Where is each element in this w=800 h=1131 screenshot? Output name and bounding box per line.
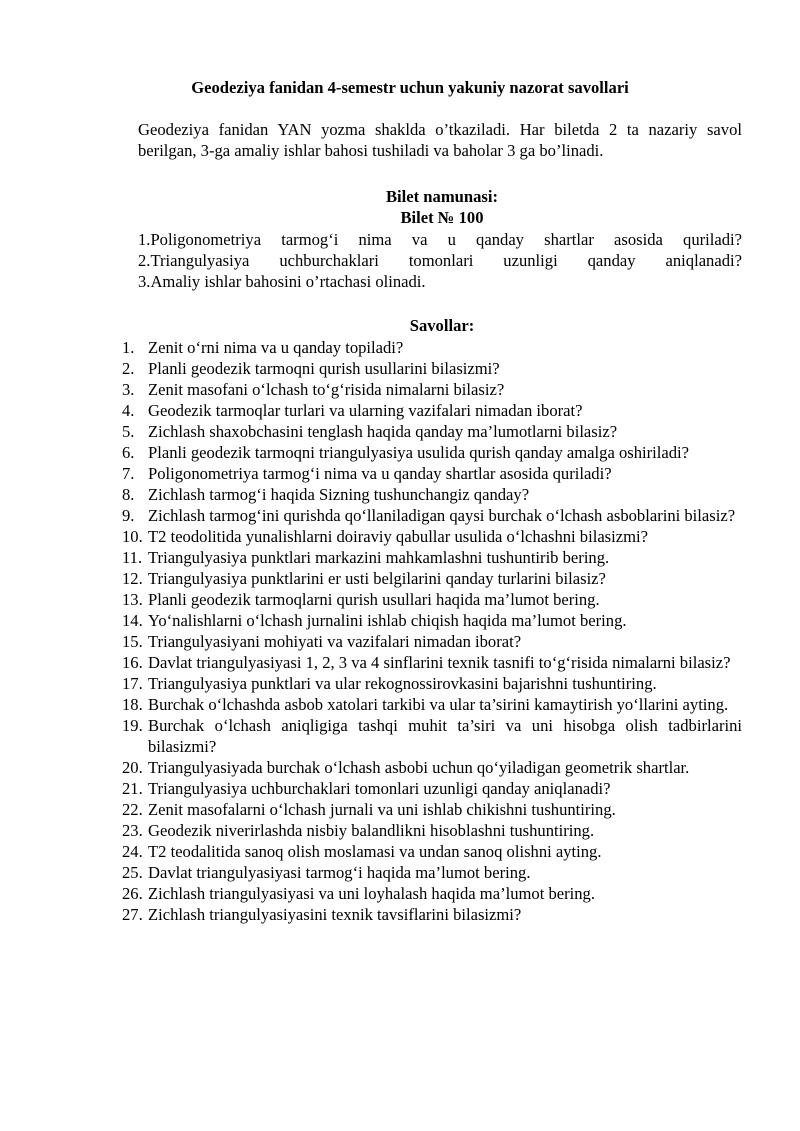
question-number: 19. — [122, 716, 143, 735]
question-text: Burchak o‘lchashda asbob xatolari tarkibi va ular ta’sirini kamaytirish yo‘llarini ayting. — [148, 695, 729, 714]
question-item — [122, 505, 742, 526]
question-number: 20. — [122, 758, 143, 777]
question-item — [122, 652, 742, 673]
question-item — [122, 820, 742, 841]
question-item — [122, 526, 742, 547]
question-item — [122, 568, 742, 589]
question-text: Triangulyasiyada burchak o‘lchash asbobi uchun qo‘yiladigan geometrik shartlar. — [148, 758, 690, 777]
question-number: 18. — [122, 695, 143, 714]
question-text: Davlat triangulyasiyasi tarmog‘i haqida ma’lumot bering. — [148, 863, 531, 882]
question-item — [122, 883, 742, 904]
question-item — [122, 631, 742, 652]
question-number: 5. — [122, 422, 135, 441]
question-item — [122, 904, 742, 925]
question-number: 13. — [122, 590, 143, 609]
question-number: 17. — [122, 674, 143, 693]
question-text: Zichlash shaxobchasini tenglash haqida qanday ma’lumotlarni bilasiz? — [148, 422, 618, 441]
question-text: Geodezik niverirlashda nisbiy balandlikni hisoblashni tushuntiring. — [148, 821, 595, 840]
question-number: 26. — [122, 884, 143, 903]
question-number: 10. — [122, 527, 143, 546]
question-item — [122, 715, 742, 757]
question-number: 22. — [122, 800, 143, 819]
question-number: 7. — [122, 464, 135, 483]
question-text: Zenit masofalarni o‘lchash jurnali va uni ishlab chikishni tushuntiring. — [148, 800, 616, 819]
question-item — [122, 484, 742, 505]
question-number: 2. — [122, 359, 135, 378]
sample-heading: Bilet namunasi: — [385, 187, 499, 206]
ticket-question: 2.Triangulyasiya uchburchaklari tomonlari uzunligi qanday aniqlanadi? — [138, 251, 742, 270]
question-text: Triangulyasiya punktlari va ular rekognossirovkasini bajarishni tushuntiring. — [148, 674, 657, 693]
question-number: 27. — [122, 905, 143, 924]
question-text: Triangulyasiya uchburchaklari tomonlari uzunligi qanday aniqlanadi? — [148, 779, 611, 798]
question-item — [122, 610, 742, 631]
question-item — [122, 841, 742, 862]
question-number: 21. — [122, 779, 143, 798]
question-item — [122, 757, 742, 778]
question-item — [122, 673, 742, 694]
question-item — [122, 400, 742, 421]
ticket-question: 3.Amaliy ishlar bahosini o’rtachasi olinadi. — [138, 272, 426, 291]
question-item — [122, 589, 742, 610]
question-item — [122, 463, 742, 484]
question-text: Planli geodezik tarmoqni triangulyasiya usulida qurish qanday amalga oshiriladi? — [148, 443, 690, 462]
question-number: 9. — [122, 506, 135, 525]
question-item — [122, 337, 742, 358]
question-text: Burchak o‘lchash aniqligiga tashqi muhit ta’siri va uni hisobga olish tadbirlarini bilasizmi? — [148, 716, 742, 756]
question-number: 4. — [122, 401, 135, 420]
question-text: Davlat triangulyasiyasi 1, 2, 3 va 4 sinflarini texnik tasnifi to‘g‘risida nimalarni bilasiz? — [148, 653, 731, 672]
question-text: T2 teodolitida yunalishlarni doiraviy qabullar usulida o‘lchashni bilasizmi? — [148, 527, 649, 546]
intro-paragraph: Geodeziya fanidan YAN yozma shaklda o’tkaziladi. Har biletda 2 ta nazariy savol berilgan, 3-ga amaliy ishlar bahosi tushiladi va baholar 3 ga bo’linadi. — [138, 120, 742, 160]
question-text: Poligonometriya tarmog‘i nima va u qanday shartlar asosida quriladi? — [148, 464, 612, 483]
question-text: Triangulyasiya punktlarini er usti belgilarini qanday turlarini bilasiz? — [148, 569, 606, 588]
question-text: Triangulyasiyani mohiyati va vazifalari nimadan iborat? — [148, 632, 522, 651]
questions-list — [122, 337, 742, 925]
question-text: Zichlash tarmog‘i haqida Sizning tushunchangiz qanday? — [148, 485, 530, 504]
ticket-question-list — [138, 229, 742, 292]
question-number: 16. — [122, 653, 143, 672]
question-text: Zichlash triangulyasiyasi va uni loyhalash haqida ma’lumot bering. — [148, 884, 596, 903]
document-title: Geodeziya fanidan 4-semestr uchun yakuniy nazorat savollari — [191, 78, 629, 97]
question-number: 12. — [122, 569, 143, 588]
question-text: Planli geodezik tarmoqni qurish usullarini bilasizmi? — [148, 359, 500, 378]
question-text: T2 teodalitida sanoq olish moslamasi va undan sanoq olishni ayting. — [148, 842, 602, 861]
ticket-heading: Bilet № 100 — [400, 208, 484, 227]
question-item — [122, 421, 742, 442]
question-item — [122, 547, 742, 568]
question-item — [122, 778, 742, 799]
questions-heading: Savollar: — [409, 316, 475, 335]
question-item — [122, 442, 742, 463]
question-number: 8. — [122, 485, 135, 504]
question-number: 23. — [122, 821, 143, 840]
question-number: 3. — [122, 380, 135, 399]
question-item — [122, 379, 742, 400]
question-item — [122, 694, 742, 715]
question-number: 11. — [122, 548, 143, 567]
ticket-question: 1.Poligonometriya tarmog‘i nima va u qanday shartlar asosida quriladi? — [138, 230, 742, 249]
question-number: 15. — [122, 632, 143, 651]
question-item — [122, 862, 742, 883]
question-text: Planli geodezik tarmoqlarni qurish usullari haqida ma’lumot bering. — [148, 590, 600, 609]
question-number: 25. — [122, 863, 143, 882]
question-text: Geodezik tarmoqlar turlari va ularning vazifalari nimadan iborat? — [148, 401, 583, 420]
question-text: Zenit o‘rni nima va u qanday topiladi? — [148, 338, 404, 357]
question-text: Zenit masofani o‘lchash to‘g‘risida nimalarni bilasiz? — [148, 380, 505, 399]
question-number: 1. — [122, 338, 135, 357]
question-number: 24. — [122, 842, 143, 861]
question-number: 6. — [122, 443, 135, 462]
question-item — [122, 358, 742, 379]
question-text: Yo‘nalishlarni o‘lchash jurnalini ishlab chiqish haqida ma’lumot bering. — [148, 611, 627, 630]
question-text: Zichlash tarmog‘ini qurishda qo‘llaniladigan qaysi burchak o‘lchash asboblarini bilasiz? — [148, 506, 736, 525]
question-text: Triangulyasiya punktlari markazini mahkamlashni tushuntirib bering. — [148, 548, 610, 567]
question-text: Zichlash triangulyasiyasini texnik tavsiflarini bilasizmi? — [148, 905, 522, 924]
question-item — [122, 799, 742, 820]
question-number: 14. — [122, 611, 143, 630]
